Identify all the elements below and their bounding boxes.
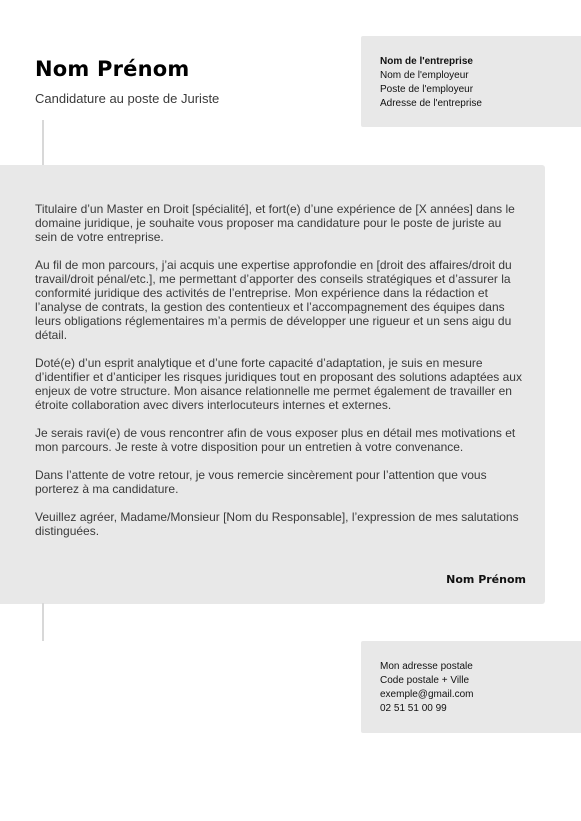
company-name: Nom de l'entreprise	[380, 56, 473, 67]
email-address: exemple@gmail.com	[380, 689, 474, 700]
company-address: Adresse de l'entreprise	[380, 98, 482, 109]
letter-paragraph-1: Titulaire d’un Master en Droit [spécialité], et fort(e) d’une expérience de [X années] dans le domaine juridique, je souhaite vous proposer ma candidature pour le poste de juriste au sein de votre entreprise.	[35, 202, 515, 244]
employer-position: Poste de l'employeur	[380, 84, 474, 95]
postal-address: Mon adresse postale	[380, 661, 473, 672]
letter-paragraph-4: Je serais ravi(e) de vous rencontrer afin de vous exposer plus en détail mes motivations et mon parcours. Je reste à votre disposition pour un entretien à votre convenance.	[35, 426, 516, 454]
letter-paragraph-3: Doté(e) d’un esprit analytique et d’une forte capacité d’adaptation, je suis en mesure d’identifier et d’anticiper les risques juridiques tout en proposant des solutions adaptées aux enjeux de votre structure. Mon aisance relationnelle me permet également de travailler en étroite collaboration avec divers interlocuteurs internes et externes.	[35, 356, 522, 412]
letter-paragraph-2: Au fil de mon parcours, j’ai acquis une expertise approfondie en [droit des affaires/droit du travail/droit pénal/etc.], me permettant d’apporter des conseils stratégiques et d’assurer la conformité juridique des activités de l’entreprise. Mon expérience dans la rédaction et l’analyse de contrats, la gestion des contentieux et l’accompagnement des équipes dans leurs obligations réglementaires m’a permis de développer une rigueur et un sens aigu du détail.	[35, 258, 512, 342]
employer-name: Nom de l'employeur	[380, 70, 469, 81]
job-title-subtitle: Candidature au poste de Juriste	[35, 91, 220, 106]
applicant-name: Nom Prénom	[35, 57, 190, 81]
postal-code-city: Code postale + Ville	[380, 675, 470, 686]
letter-body	[0, 165, 545, 604]
decorative-line-bottom	[42, 603, 44, 641]
contact-block	[361, 641, 581, 733]
phone-number: 02 51 51 00 99	[380, 703, 447, 714]
letter-paragraph-5: Dans l’attente de votre retour, je vous remercie sincèrement pour l’attention que vous porterez à ma candidature.	[35, 468, 487, 496]
recipient-block	[361, 36, 581, 127]
decorative-line-top	[42, 120, 44, 166]
letter-paragraph-6: Veuillez agréer, Madame/Monsieur [Nom du Responsable], l’expression de mes salutations distinguées.	[35, 510, 519, 538]
signature-name: Nom Prénom	[446, 573, 526, 586]
